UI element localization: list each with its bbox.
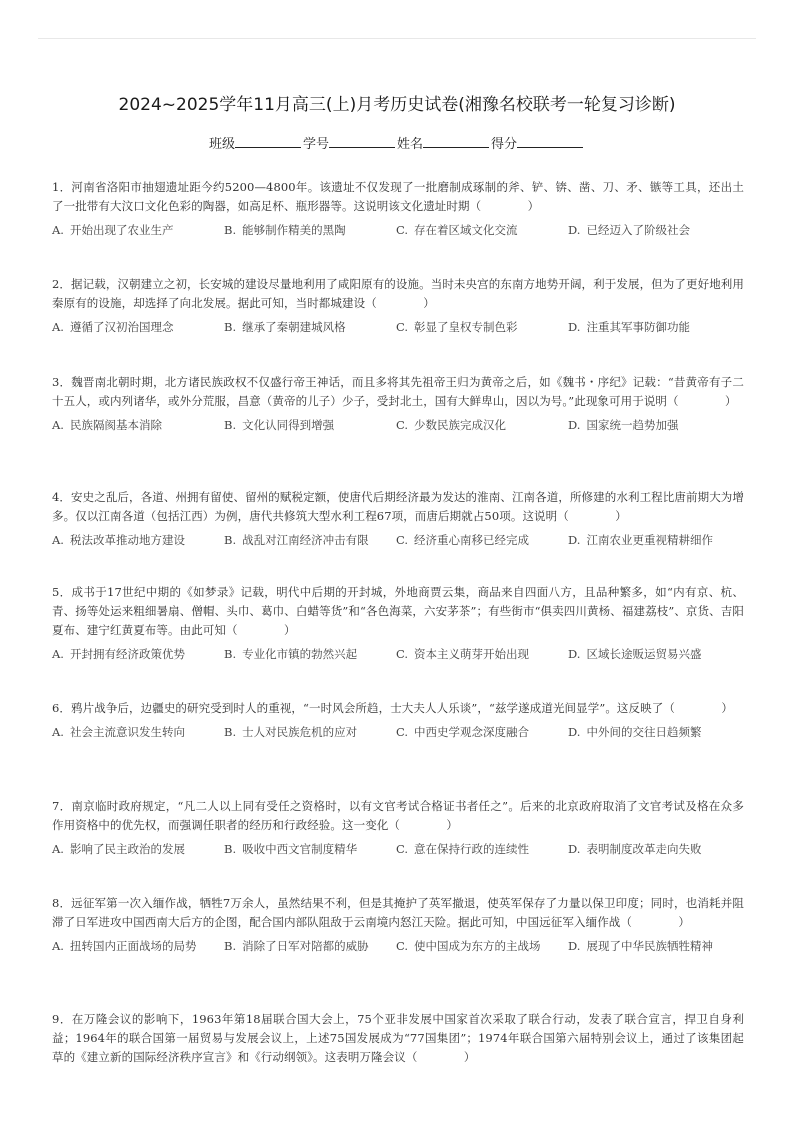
option-letter: B. [224,320,237,334]
option-row [52,222,744,238]
top-divider [38,38,756,39]
question-2 [52,275,744,335]
option-letter: B. [224,533,237,547]
option-d[interactable] [568,646,701,662]
option-row [52,724,744,740]
option-text: 江南农业更重视精耕细作 [586,533,713,547]
option-d[interactable] [568,222,690,238]
option-row [52,532,744,548]
option-a[interactable] [52,646,185,662]
question-1 [52,178,744,238]
option-letter: A. [52,939,64,953]
option-text: 税法改革推动地方建设 [69,533,185,547]
option-text: 士人对民族危机的应对 [242,725,358,739]
option-letter: C. [396,725,409,739]
option-letter: A. [52,647,64,661]
option-row [52,646,744,662]
option-d[interactable] [568,417,678,433]
question-7 [52,797,744,857]
option-b[interactable] [224,841,357,857]
option-a[interactable] [52,724,185,740]
option-text: 专业化市镇的勃然兴起 [242,647,358,661]
question-stem: 7．南京临时政府规定，“凡二人以上同有受任之资格时，以有文官考试合格证书者任之”。后来的北京政府取消了文官考试及格在众多作用资格中的优先权，而强调任职者的经历和行政经验。这一变化（ ） [52,799,744,832]
question-stem: 2．据记载，汉朝建立之初，长安城的建设尽量地利用了咸阳原有的设施。当时未央宫的东南方地势开阔，利于发展，但为了更好地利用秦原有的设施，却选择了向北发展。据此可知，当时都城建设（ ） [52,277,744,310]
option-text: 使中国成为东方的主战场 [414,939,541,953]
option-d[interactable] [568,724,701,740]
option-text: 吸收中西文官制度精华 [242,842,358,856]
student-number-blank[interactable] [329,135,395,148]
question-stem: 6．鸦片战争后，边疆史的研究受到时人的重视，“一时风会所趋，士大夫人人乐谈”，“兹学遂成道光间显学”。这反映了（ ） [52,701,733,715]
option-text: 意在保持行政的连续性 [414,842,530,856]
option-text: 开封拥有经济政策优势 [69,647,185,661]
option-c[interactable] [396,532,529,548]
option-letter: A. [52,223,64,237]
option-c[interactable] [396,417,506,433]
option-b[interactable] [224,532,369,548]
option-text: 经济重心南移已经完成 [414,533,530,547]
class-blank[interactable] [235,135,301,148]
option-letter: D. [568,223,581,237]
option-text: 社会主流意识发生转向 [69,725,185,739]
score-blank[interactable] [517,135,583,148]
option-letter: D. [568,647,581,661]
student-number-label: 学号 [302,137,329,152]
student-number-field[interactable] [303,133,397,152]
option-d[interactable] [568,532,713,548]
option-letter: D. [568,418,581,432]
option-a[interactable] [52,319,173,335]
option-c[interactable] [396,319,518,335]
question-stem: 4．安史之乱后，各道、州拥有留使、留州的赋税定额，使唐代后期经济最为发达的淮南、江南各道，所修建的水利工程比唐前期大为增多。仅以江南各道（包括江西）为例，唐代共修筑大型水利工程67项，而唐后期就占50项。这说明（ ） [52,490,744,523]
option-a[interactable] [52,841,185,857]
option-row [52,319,744,335]
option-letter: D. [568,320,581,334]
question-6 [52,699,744,740]
class-label: 班级 [208,137,235,152]
option-text: 展现了中华民族牺牲精神 [586,939,713,953]
option-letter: B. [224,223,237,237]
option-letter: A. [52,533,64,547]
option-letter: B. [224,842,237,856]
option-row [52,417,744,433]
option-letter: C. [396,939,409,953]
question-9 [52,1010,744,1067]
option-letter: B. [224,418,237,432]
name-blank[interactable] [423,135,489,148]
question-stem: 5．成书于17世纪中期的《如梦录》记载，明代中后期的开封城，外地商贾云集，商品来自四面八方，且品种繁多，如“内有京、杭、青、扬等处运来粗细暑扇、僧帽、头巾、葛巾、白蜡等货”和“各色海菜，六安茅茶”；有些街市“俱卖四川黄杨、福建荔枝”、京货、吉阳夏布、建宁红黄夏布等。由此可知（ ） [52,585,744,637]
class-field[interactable] [209,133,303,152]
option-text: 能够制作精美的黑陶 [242,223,346,237]
option-letter: A. [52,725,64,739]
option-letter: C. [396,533,409,547]
option-text: 遵循了汉初治国理念 [69,320,174,334]
option-a[interactable] [52,938,196,954]
option-b[interactable] [224,646,357,662]
option-letter: D. [568,842,581,856]
option-text: 战乱对江南经济冲击有限 [242,533,369,547]
name-field[interactable] [397,133,491,152]
option-c[interactable] [396,646,529,662]
option-text: 影响了民主政治的发展 [69,842,185,856]
option-c[interactable] [396,938,541,954]
option-b[interactable] [224,222,346,238]
option-letter: D. [568,939,581,953]
score-label: 得分 [491,137,518,152]
option-text: 继承了秦朝建城风格 [242,320,346,334]
option-text: 存在着区域文化交流 [414,223,518,237]
option-row [52,841,744,857]
question-stem: 8．远征军第一次入缅作战，牺牲7万余人，虽然结果不利，但是其掩护了英军撤退，使英军保存了力量以保卫印度；同时，也消耗并阻滞了日军进攻中国西南大后方的企图，配合国内部队阻敌于云南境内怒江天险。据此可知，中国远征军入缅作战（ ） [52,896,744,929]
option-letter: C. [396,418,409,432]
question-stem: 1．河南省洛阳市抽翅遗址距今约5200—4800年。该遗址不仅发现了一批磨制成琢制的斧、铲、锛、凿、刀、矛、镞等工具，还出土了一批带有大汶口文化色彩的陶器，如高足杯、瓶形器等。这说明该文化遗址时期（ ） [52,180,744,213]
question-stem: 9．在万隆会议的影响下，1963年第18届联合国大会上，75个亚非发展中国家首次采取了联合行动，发表了联合宣言，捍卫自身利益；1964年的联合国第一届贸易与发展会议上，上述75国发展成为“77国集团”；1974年联合国第六届特别会议上，通过了该集团起草的《建立新的国际经济秩序宣言》和《行动纲领》。这表明万隆会议（ ） [52,1012,744,1064]
option-letter: A. [52,842,64,856]
option-text: 彰显了皇权专制色彩 [414,320,518,334]
exam-title: 2024~2025学年11月高三(上)月考历史试卷(湘豫名校联考一轮复习诊断) [118,95,676,115]
option-text: 少数民族完成汉化 [414,418,507,432]
option-letter: B. [224,647,237,661]
option-letter: D. [568,725,581,739]
option-text: 国家统一趋势加强 [586,418,679,432]
option-text: 已经迈入了阶级社会 [586,223,690,237]
option-c[interactable] [396,841,529,857]
option-b[interactable] [224,724,357,740]
option-text: 区域长途贩运贸易兴盛 [586,647,702,661]
option-row [52,938,744,954]
option-c[interactable] [396,724,529,740]
student-info-row [0,133,794,152]
option-letter: C. [396,223,409,237]
option-letter: B. [224,939,237,953]
option-letter: A. [52,418,64,432]
option-text: 开始出现了农业生产 [69,223,174,237]
option-letter: D. [568,533,581,547]
option-b[interactable] [224,417,334,433]
score-field[interactable] [491,133,585,152]
option-text: 中西史学观念深度融合 [414,725,530,739]
option-b[interactable] [224,938,369,954]
option-d[interactable] [568,841,701,857]
option-text: 表明制度改革走向失败 [586,842,702,856]
option-b[interactable] [224,319,346,335]
question-5 [52,583,744,662]
option-c[interactable] [396,222,518,238]
question-stem: 3．魏晋南北朝时期，北方诸民族政权不仅盛行帝王神话，而且多将其先祖帝王归为黄帝之后，如《魏书・序纪》记载：“昔黄帝有子二十五人，或内列诸华，或外分荒服，昌意（黄帝的儿子）少子，受封北土，国有大鲜卑山，因以为号。”此现象可用于说明（ ） [52,375,744,408]
option-letter: A. [52,320,64,334]
option-letter: C. [396,647,409,661]
option-letter: B. [224,725,237,739]
question-4 [52,488,744,548]
question-8 [52,894,744,954]
option-text: 消除了日军对陪都的威胁 [242,939,369,953]
option-a[interactable] [52,532,185,548]
question-3 [52,373,744,433]
name-label: 姓名 [397,137,424,152]
option-text: 扭转国内正面战场的局势 [69,939,197,953]
option-letter: C. [396,842,409,856]
option-d[interactable] [568,319,690,335]
option-a[interactable] [52,222,173,238]
option-text: 注重其军事防御功能 [586,320,690,334]
option-text: 资本主义萌芽开始出现 [414,647,530,661]
option-a[interactable] [52,417,162,433]
option-text: 文化认同得到增强 [242,418,335,432]
option-text: 中外间的交往日趋频繁 [586,725,702,739]
option-d[interactable] [568,938,713,954]
option-text: 民族隔阂基本消除 [69,418,162,432]
option-letter: C. [396,320,409,334]
